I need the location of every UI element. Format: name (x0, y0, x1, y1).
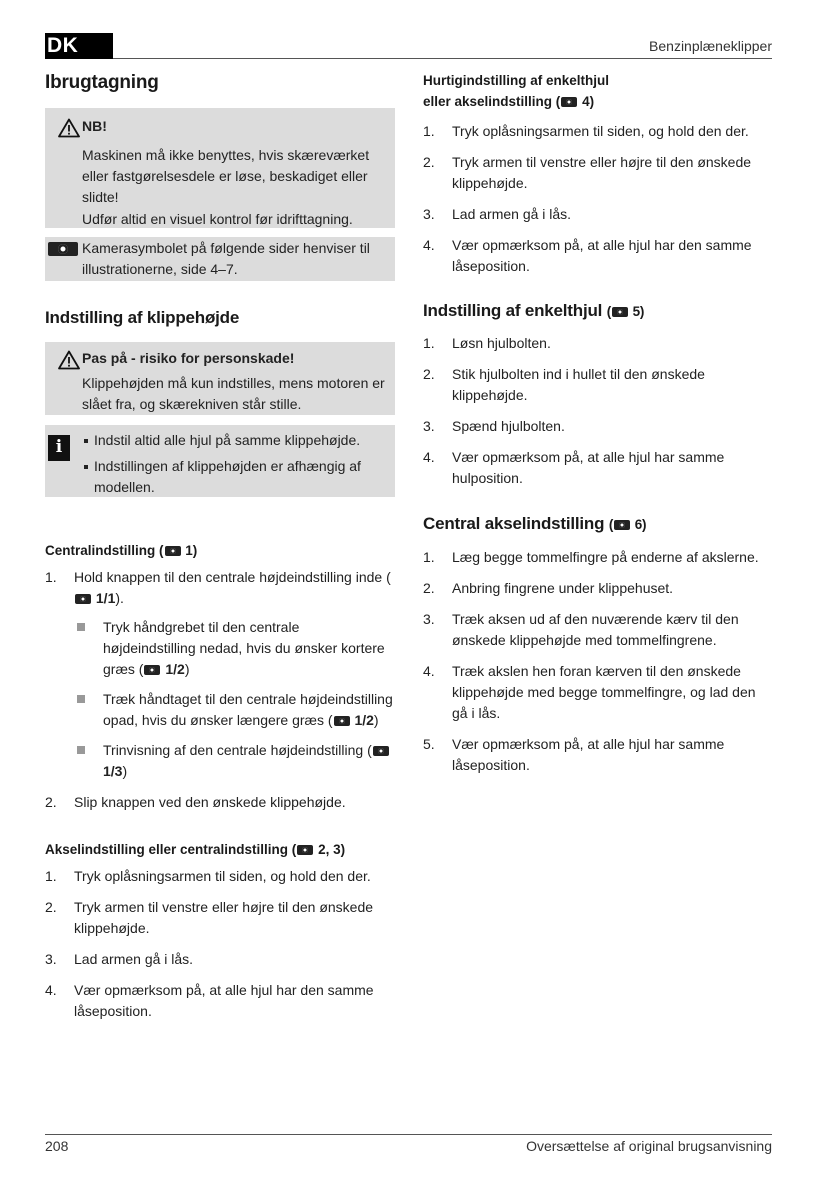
nb-text: Maskinen må ikke benyttes, hvis skæreværket eller fastgørelsesdele er løse, beskadiget eller slidte! (82, 147, 370, 205)
footer-divider (45, 1134, 772, 1135)
list-item: 4. Vær opmærksom på, at alle hjul har den samme låseposition. (45, 982, 374, 1019)
axle-central-steps (45, 866, 395, 1022)
list-item: Tryk håndgrebet til den centrale højdeindstilling nedad, hvis du ønsker kortere græs ( 1/2) (74, 617, 395, 680)
warning-triangle-icon (58, 350, 80, 370)
camera-icon (334, 716, 350, 726)
warning-text: Klippehøjden må kun indstilles, mens motoren er slået fra, og skærekniven står stille. (82, 375, 385, 412)
camera-note-text: Kamerasymbolet på følgende sider henviser til illustrationerne, side 4–7. (82, 240, 370, 277)
central-axle-steps (423, 547, 773, 776)
quick-heading: Hurtigindstilling af enkelthjul eller akselindstilling ( 4) (423, 73, 610, 109)
list-item: 4. Vær opmærksom på, at alle hjul har den samme låseposition. (423, 237, 752, 274)
section-title-klippehojde: Indstilling af klippehøjde (45, 308, 240, 327)
list-item: 4. Træk akslen hen foran kærven til den ønskede klippehøjde med begge tommelfingre, og lad den gå i lås. (423, 663, 756, 721)
axle-central-heading: Akselindstilling eller centralindstilling ( 2, 3) (45, 842, 346, 857)
section-title-ibrugtagning: Ibrugtagning (45, 72, 159, 93)
single-wheel-steps (423, 333, 773, 489)
camera-icon (144, 665, 160, 675)
nb-notice-box (45, 108, 395, 228)
camera-icon (561, 97, 577, 107)
header-divider (113, 58, 772, 59)
camera-icon (297, 845, 313, 855)
list-item: 2. Slip knappen ved den ønskede klippehøjde. (45, 794, 346, 810)
list-item: 4. Vær opmærksom på, at alle hjul har samme hulposition. (423, 449, 725, 486)
camera-icon (48, 242, 78, 256)
central-axle-heading: Central akselindstilling ( 6) (423, 514, 647, 533)
list-item: Trinvisning af den centrale højdeindstilling ( 1/3) (74, 740, 395, 782)
nb-heading: NB! (82, 118, 107, 134)
list-item: 3. Træk aksen ud af den nuværende kærv til den ønskede klippehøjde med tommelfingrene. (423, 611, 739, 648)
camera-icon (614, 520, 630, 530)
camera-icon (165, 546, 181, 556)
list-item: 5. Vær opmærksom på, at alle hjul har samme låseposition. (423, 736, 725, 773)
camera-icon (612, 307, 628, 317)
list-item: 1. Læg begge tommelfingre på enderne af akslerne. (423, 549, 759, 565)
info-item: Indstillingen af klippehøjden er afhængig af modellen. (83, 456, 387, 498)
central-sub-list (74, 617, 395, 782)
list-item: 3. Lad armen gå i lås. (45, 951, 194, 967)
list-item: 2. Tryk armen til venstre eller højre til den ønskede klippehøjde. (423, 154, 752, 191)
warning-heading: Pas på - risiko for personskade! (82, 350, 295, 366)
camera-icon (373, 746, 389, 756)
list-item: 1. Løsn hjulbolten. (423, 335, 551, 351)
warning-triangle-icon (58, 118, 80, 138)
language-badge: DK (45, 33, 113, 59)
footer-text: Oversættelse af original brugsanvisning (526, 1138, 772, 1154)
info-box (45, 425, 395, 497)
warning-box (45, 342, 395, 415)
central-heading: Centralindstilling ( 1) (45, 543, 198, 558)
header-title: Benzinplæneklipper (649, 38, 772, 54)
left-column (45, 66, 395, 1032)
info-item: Indstil altid alle hjul på samme klippehøjde. (83, 430, 387, 451)
list-item: 2. Tryk armen til venstre eller højre til den ønskede klippehøjde. (45, 899, 374, 936)
list-item: 2. Anbring fingrene under klippehuset. (423, 580, 674, 596)
list-item: 2. Stik hjulbolten ind i hullet til den ønskede klippehøjde. (423, 366, 705, 403)
right-column (423, 66, 773, 786)
info-icon: i (48, 435, 70, 461)
list-item: 1. Hold knappen til den centrale højdeindstilling inde ( 1/1). Tryk håndgrebet til den centrale højdeindstilling nedad, hvis du ønsker kortere græs ( 1/2) Træk håndtaget til den centrale højdeindstilling opad, hvis du ønsker længere græs ( 1/2) Trinvisning af den centrale højdeindstilling ( 1/3) (45, 567, 395, 782)
nb-text-2: Udfør altid en visuel kontrol før idrifttagning. (82, 211, 353, 227)
page-number: 208 (45, 1138, 69, 1154)
list-item: Træk håndtaget til den centrale højdeindstilling opad, hvis du ønsker længere græs ( 1/2) (74, 689, 395, 731)
list-item: 3. Lad armen gå i lås. (423, 206, 572, 222)
quick-steps (423, 121, 773, 277)
camera-note-box (45, 237, 395, 281)
single-wheel-heading: Indstilling af enkelthjul ( 5) (423, 301, 645, 320)
list-item: 1. Tryk oplåsningsarmen til siden, og hold den der. (45, 868, 371, 884)
list-item: 3. Spænd hjulbolten. (423, 418, 565, 434)
list-item: 1. Tryk oplåsningsarmen til siden, og hold den der. (423, 123, 749, 139)
central-steps (45, 567, 395, 813)
camera-icon (75, 594, 91, 604)
